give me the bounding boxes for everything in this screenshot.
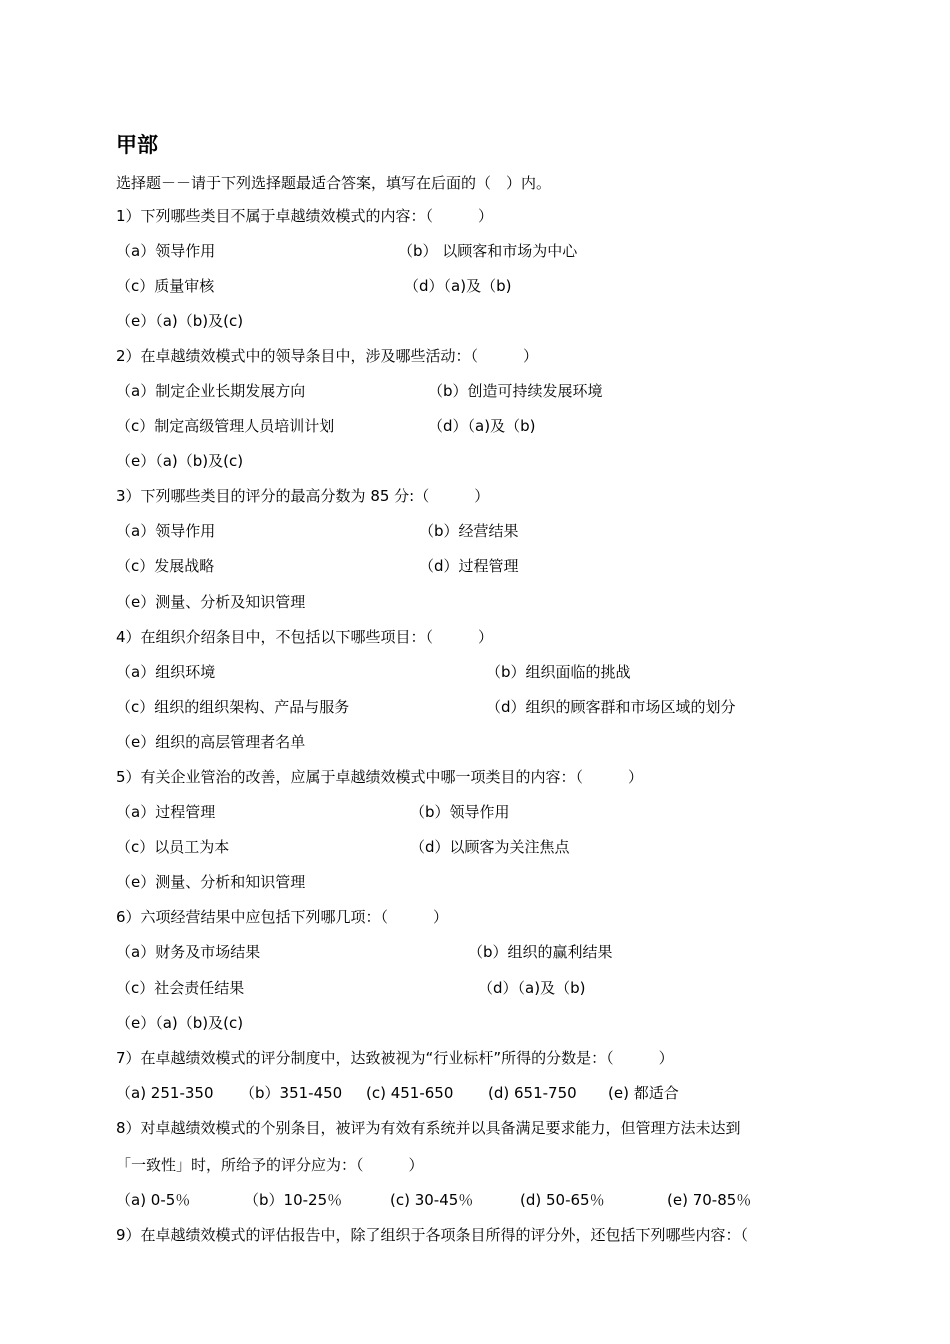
q4-option-d: （d）组织的顾客群和市场区域的划分	[486, 698, 736, 716]
q1-option-c: （c）质量审核	[116, 277, 215, 295]
q7-option-e: (e) 都适合	[608, 1084, 679, 1102]
q4-option-e: （e）组织的高层管理者名单	[116, 733, 306, 751]
q4-option-b: （b）组织面临的挑战	[486, 663, 631, 681]
q6-option-a: （a）财务及市场结果	[116, 943, 261, 961]
q1-option-d: （d）（a)及（b)	[404, 277, 512, 295]
question-7: 7）在卓越绩效模式的评分制度中，达致被视为“行业标杆”所得的分数是：（ ）	[116, 1049, 674, 1067]
question-4: 4）在组织介绍条目中，不包括以下哪些项目：（ ）	[116, 628, 494, 646]
q3-option-b: （b）经营结果	[419, 522, 519, 540]
q8-option-c: (c) 30-45％	[390, 1191, 474, 1209]
q1-option-a: （a）领导作用	[116, 242, 216, 260]
q5-option-e: （e）测量、分析和知识管理	[116, 873, 306, 891]
q6-option-e: （e）（a)（b)及(c)	[116, 1014, 244, 1032]
question-1: 1）下列哪些类目不属于卓越绩效模式的内容：（ ）	[116, 207, 494, 225]
q1-option-e: （e）（a)（b)及(c)	[116, 312, 244, 330]
q2-option-c: （c）制定高级管理人员培训计划	[116, 417, 335, 435]
q4-option-a: （a）组织环境	[116, 663, 216, 681]
section-title: 甲部	[116, 133, 158, 157]
q2-option-d: （d）（a)及（b)	[428, 417, 536, 435]
q3-option-c: （c）发展战略	[116, 557, 215, 575]
q8-option-d: (d) 50-65％	[520, 1191, 605, 1209]
question-5: 5）有关企业管治的改善，应属于卓越绩效模式中哪一项类目的内容：（ ）	[116, 768, 644, 786]
question-9: 9）在卓越绩效模式的评估报告中，除了组织于各项条目所得的评分外，还包括下列哪些内容：（	[116, 1226, 749, 1244]
q3-option-e: （e）测量、分析及知识管理	[116, 593, 306, 611]
question-6: 6）六项经营结果中应包括下列哪几项：（ ）	[116, 908, 449, 926]
q5-option-b: （b）领导作用	[410, 803, 510, 821]
q7-option-a: （a) 251-350	[116, 1084, 214, 1102]
question-3: 3）下列哪些类目的评分的最高分数为 85 分:（ ）	[116, 487, 490, 505]
q2-option-e: （e）（a)（b)及(c)	[116, 452, 244, 470]
q1-option-b: （b） 以顾客和市场为中心	[398, 242, 578, 260]
q5-option-c: （c）以员工为本	[116, 838, 230, 856]
instruction-text: 选择题－－请于下列选择题最适合答案，填写在后面的（ ）内。	[116, 174, 552, 192]
q6-option-d: （d）（a)及（b)	[478, 979, 586, 997]
q6-option-b: （b）组织的赢利结果	[468, 943, 613, 961]
q8-option-a: （a) 0-5％	[116, 1191, 191, 1209]
q3-option-a: （a）领导作用	[116, 522, 216, 540]
question-8: 8）对卓越绩效模式的个别条目，被评为有效有系统并以具备满足要求能力，但管理方法未达到	[116, 1119, 741, 1137]
q2-option-b: （b）创造可持续发展环境	[428, 382, 603, 400]
q5-option-d: （d）以顾客为关注焦点	[410, 838, 570, 856]
q8-option-b: （b）10-25％	[244, 1191, 343, 1209]
q3-option-d: （d）过程管理	[419, 557, 519, 575]
q7-option-d: (d) 651-750	[488, 1084, 577, 1102]
q7-option-b: （b）351-450	[240, 1084, 343, 1102]
q4-option-c: （c）组织的组织架构、产品与服务	[116, 698, 350, 716]
q5-option-a: （a）过程管理	[116, 803, 216, 821]
question-2: 2）在卓越绩效模式中的领导条目中，涉及哪些活动：（ ）	[116, 347, 539, 365]
question-8-continued: 「一致性」时，所给予的评分应为：（ ）	[116, 1156, 424, 1174]
q7-option-c: (c) 451-650	[366, 1084, 454, 1102]
q8-option-e: (e) 70-85％	[667, 1191, 752, 1209]
q2-option-a: （a）制定企业长期发展方向	[116, 382, 306, 400]
q6-option-c: （c）社会责任结果	[116, 979, 245, 997]
